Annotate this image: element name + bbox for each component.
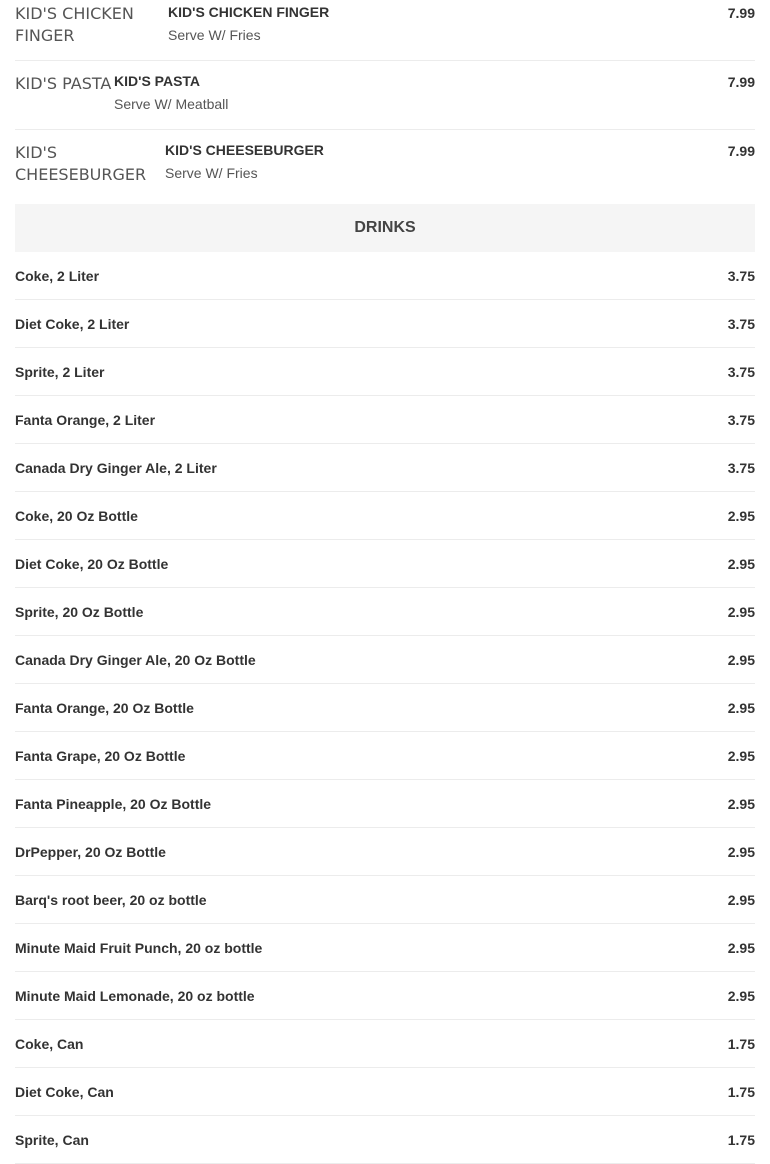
drink-price: 2.95 <box>727 796 755 812</box>
drink-name: Coke, 2 Liter <box>15 268 100 284</box>
drink-row[interactable] <box>15 396 755 444</box>
drink-name: Canada Dry Ginger Ale, 2 Liter <box>15 460 217 476</box>
drink-name: DrPepper, 20 Oz Bottle <box>15 844 166 860</box>
menu-item-kids-pasta[interactable] <box>15 61 755 130</box>
drink-name: Diet Coke, 2 Liter <box>15 316 130 332</box>
drink-row[interactable] <box>15 540 755 588</box>
item-price: 7.99 <box>727 5 755 21</box>
item-name: KID'S PASTA <box>114 73 201 89</box>
drink-row[interactable] <box>15 1020 755 1068</box>
drink-name: Fanta Pineapple, 20 Oz Bottle <box>15 796 212 812</box>
drink-price: 1.75 <box>727 1084 755 1100</box>
drink-price: 2.95 <box>727 844 755 860</box>
menu-item-kids-chicken-finger[interactable] <box>15 0 755 61</box>
item-image-broken[interactable] <box>15 0 168 60</box>
drink-row[interactable] <box>15 252 755 300</box>
drink-name: Barq's root beer, 20 oz bottle <box>15 892 207 908</box>
drink-name: Sprite, Can <box>15 1132 89 1148</box>
section-header-drinks: DRINKS <box>15 204 755 252</box>
drink-price: 1.75 <box>727 1036 755 1052</box>
menu-item-kids-cheeseburger[interactable] <box>15 130 755 201</box>
drink-row[interactable] <box>15 636 755 684</box>
drink-name: Diet Coke, 20 Oz Bottle <box>15 556 169 572</box>
drink-price: 3.75 <box>727 316 755 332</box>
drink-row[interactable] <box>15 828 755 876</box>
drink-name: Coke, Can <box>15 1036 84 1052</box>
drink-price: 2.95 <box>727 508 755 524</box>
drink-row[interactable] <box>15 780 755 828</box>
drink-name: Canada Dry Ginger Ale, 20 Oz Bottle <box>15 652 256 668</box>
drink-name: Coke, 20 Oz Bottle <box>15 508 138 524</box>
drink-price: 2.95 <box>727 892 755 908</box>
item-image-broken[interactable] <box>15 61 114 129</box>
drink-price: 2.95 <box>727 988 755 1004</box>
drink-price: 2.95 <box>727 556 755 572</box>
item-price: 7.99 <box>727 74 755 90</box>
drink-row[interactable] <box>15 972 755 1020</box>
drink-name: Fanta Grape, 20 Oz Bottle <box>15 748 186 764</box>
drinks-list <box>15 252 755 1164</box>
drink-price: 3.75 <box>727 268 755 284</box>
item-description: Serve W/ Fries <box>168 27 261 43</box>
item-image-broken[interactable] <box>15 130 165 201</box>
drink-row[interactable] <box>15 300 755 348</box>
drink-row[interactable] <box>15 492 755 540</box>
drink-row[interactable] <box>15 1068 755 1116</box>
item-description: Serve W/ Meatball <box>114 96 229 112</box>
drink-row[interactable] <box>15 444 755 492</box>
drink-name: Diet Coke, Can <box>15 1084 114 1100</box>
drink-row[interactable] <box>15 588 755 636</box>
drink-price: 3.75 <box>727 460 755 476</box>
drink-row[interactable] <box>15 924 755 972</box>
drink-price: 3.75 <box>727 412 755 428</box>
drink-price: 2.95 <box>727 748 755 764</box>
drink-price: 2.95 <box>727 604 755 620</box>
drink-name: Minute Maid Fruit Punch, 20 oz bottle <box>15 940 263 956</box>
item-description: Serve W/ Fries <box>165 165 258 181</box>
drink-price: 1.75 <box>727 1132 755 1148</box>
drink-name: Fanta Orange, 2 Liter <box>15 412 156 428</box>
item-price: 7.99 <box>727 143 755 159</box>
drink-name: Minute Maid Lemonade, 20 oz bottle <box>15 988 255 1004</box>
drink-row[interactable] <box>15 1116 755 1164</box>
drink-row[interactable] <box>15 732 755 780</box>
item-name: KID'S CHEESEBURGER <box>165 142 324 158</box>
item-name: KID'S CHICKEN FINGER <box>168 4 330 20</box>
drink-name: Sprite, 2 Liter <box>15 364 105 380</box>
item-image-alt-text: KID'S CHEESEBURGER <box>15 143 147 184</box>
drink-row[interactable] <box>15 348 755 396</box>
drink-price: 2.95 <box>727 652 755 668</box>
drink-price: 3.75 <box>727 364 755 380</box>
drink-row[interactable] <box>15 876 755 924</box>
drink-price: 2.95 <box>727 700 755 716</box>
drink-name: Sprite, 20 Oz Bottle <box>15 604 144 620</box>
drink-name: Fanta Orange, 20 Oz Bottle <box>15 700 194 716</box>
item-image-alt-text: KID'S CHICKEN FINGER <box>15 4 134 45</box>
drink-row[interactable] <box>15 684 755 732</box>
item-image-alt-text: KID'S PASTA <box>15 74 112 93</box>
drink-price: 2.95 <box>727 940 755 956</box>
